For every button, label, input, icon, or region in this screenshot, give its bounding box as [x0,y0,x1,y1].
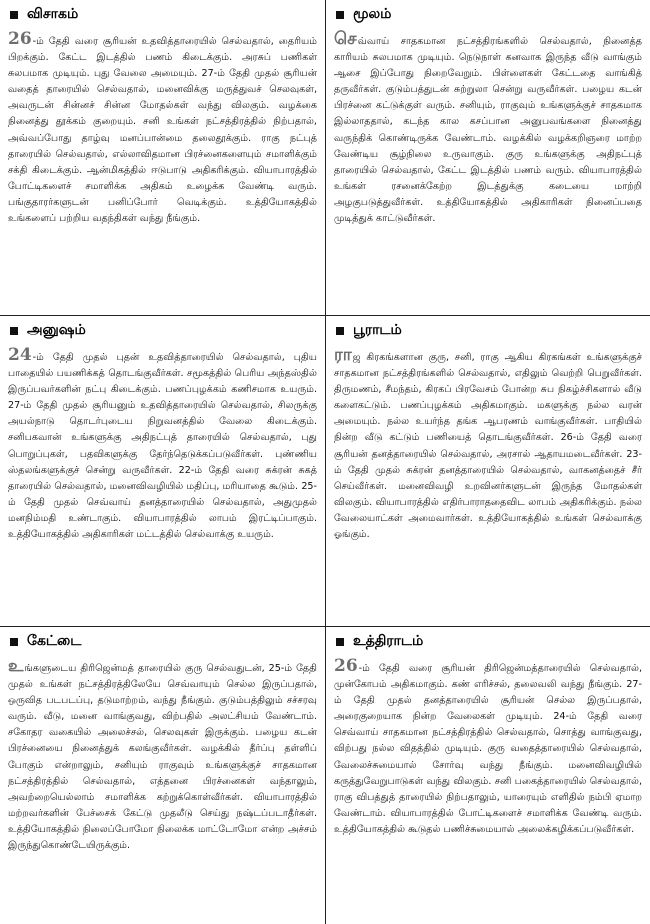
square-bullet-icon [10,638,18,646]
square-bullet-icon [10,11,18,19]
square-bullet-icon [10,327,18,335]
section-visakam [0,0,325,315]
section-text: ங்களுடைய திரிஜென்மத் தாரையில் குரு செல்வதுடன், 25-ம் தேதி முதல் உங்கள் நட்சத்திரத்திலேயே செவ்வாயும் செல்ல இருப்பதால், ஒருவித படபடப்பு, தடுமாற்றம், வந்து நீங்கும். குடும்பத்திலும் சச்சரவு வரும். வீடு, மனை வாங்குவது, விற்பதில் அலட்சியம் வேண்டாம். சகோதர வகையில் அலைச்சல், செலவுகள் இருக்கும். பழைய கடன் பிரச்னையை நினைத்துக் கலங்குவீர்கள். வழக்கில் தீர்ப்பு தள்ளிப் போகும் என்றாலும், சனியும் ராகுவும் உங்களுக்குச் சாதகமான நட்சத்திரத்தில் செல்வதால், எத்தனை பிரச்னைகள் வந்தாலும், அவற்றையெல்லாம் சமாளிக்க கற்றுக்கொள்வீர்கள். வியாபாரத்தில் மற்றவர்களின் பேச்சைக் கேட்டு முதலீடு செய்து நஷ்டப்படாதீர்கள். உத்தியோகத்தில் நிலைப்போமோ நிலைக்க மாட்டோமோ என்ற அச்சம் இருந்துகொண்டேயிருக்கும். [8,663,317,852]
section-header [336,322,402,340]
section-body [326,656,650,924]
section-header [10,633,81,651]
square-bullet-icon [336,11,344,19]
section-title: மூலம் [353,6,392,22]
square-bullet-icon [336,638,344,646]
section-title: உத்திராடம் [353,633,424,649]
section-body [0,345,325,626]
section-body [0,29,325,315]
section-body [326,345,650,626]
drop-lead: ரா [334,345,352,365]
drop-lead: 24 [8,345,32,365]
section-header [10,6,78,24]
section-title: அனுஷம் [27,322,86,338]
section-title: விசாகம் [27,6,79,22]
section-pooradam [326,316,650,626]
section-body [0,656,325,924]
section-header [336,633,423,651]
section-text: -ம் தேதி வரை சூரியன் திரிஜென்மத்தாரையில் செல்வதால், முன்கோபம் அதிகமாகும். கண் எரிச்சல், தலைவலி வந்து நீங்கும். 27-ம் தேதி முதல் தனத்தாரையில் சூரியன் செல்ல இருப்பதால், அரைகுறையாக நின்ற வேலைகள் முடியும். 24-ம் தேதி வரை செவ்வாய் சாதகமான நட்சத்திரத்தில் செல்வதால், சொத்து வாங்குவது, விற்பது நல்ல விதத்தில் முடியும். குரு வதைத்தாரையில் செல்வதால், வேலைச்சுமையால் சோர்வு வந்து நீங்கும். மனைவிவழியில் கருத்துவேறுபாடுகள் வந்து விலகும். சனி பகைத்தாரையில் செல்வதால், ராகு விபத்துத் தாரையில் நிற்பதாலும், யாரையும் எளிதில் நம்பி ஏமாற வேண்டாம். வியாபாரத்தில் போட்டிகளைச் சமாளிக்க வேண்டி வரும். உத்தியோகத்தில் கூடுதல் பணிச்சுமையால் அலைக்கழிக்கப்படுவீர்கள். [334,663,642,835]
section-header [336,6,391,24]
section-text: -ம் தேதி முதல் புதன் உதவித்தாரையில் செல்வதால், புதிய பாதையில் பயணிக்கத் தொடங்குவீர்கள். சமூகத்தில் பெரிய அந்தஸ்தில் இருப்பவர்களின் நட்பு கிடைக்கும். பணப்புழக்கம் கணிசமாக உயரும். 27-ம் தேதி முதல் சூரியனும் உதவித்தாரையில் செல்வதால், சிலருக்கு அயல்நாடு தொடர்புடைய நிறுவனத்தில் வேலை கிடைக்கும். சனிபகவான் உங்களுக்கு அதிநட்புத் தாரையில் செல்வதால், புது பொறுப்புகள், பதவிகளுக்கு தேர்ந்தெடுக்கப்படுவீர்கள். புண்ணிய ஸ்தலங்களுக்குச் சென்று வருவீர்கள். 22-ம் தேதி வரை சுக்ரன் சுகத் தாரையில் செல்வதால், மனைவிவழியில் மதிப்பு, மரியாதை கூடும். 25-ம் தேதி முதல் செவ்வாய் தனத்தாரையில் செல்வதால், அதுமுதல் மனநிம்மதி உண்டாகும். வியாபாரத்தில் லாபம் இரட்டிப்பாகும். உத்தியோகத்தில் அதிகாரிகள் மட்டத்தில் செல்வாக்கு உயரும். [8,352,317,541]
drop-lead: 26 [334,656,358,676]
section-body [326,29,650,315]
section-kettai [0,627,325,924]
square-bullet-icon [336,327,344,335]
drop-lead: செ [334,29,357,49]
section-text: ஜ கிரகங்களான குரு, சனி, ராகு ஆகிய கிரகங்கள் உங்களுக்குச் சாதகமான நட்சத்திரங்களில் செல்வதால், எதிலும் வெற்றி பெறுவீர்கள். திருமணம், சீமந்தம், கிரகப் பிரவேசம் போன்ற சுப நிகழ்ச்சிகளால் வீடு களைகட்டும். பணப்புழக்கம் அதிகமாகும். மகளுக்கு நல்ல வரன் அமையும். நல்ல உயர்ந்த தங்க ஆபரணம் வாங்குவீர்கள். பாதியில் நின்ற வீடு கட்டும் பணியைத் தொடங்குவீர்கள். 26-ம் தேதி வரை சூரியன் தனத்தாரையில் செல்வதால், அரசால் ஆதாயமடைவீர்கள். 23-ம் தேதி முதல் சுக்ரன் தனத்தாரையில் செல்வதால், வாகனத்தைச் சீர் செய்வீர்கள். மனைவிவழி உறவினர்களுடன் இருந்த மோதல்கள் விலகும். வியாபாரத்தில் எதிர்பாராததைவிட லாபம் அதிகரிக்கும். நல்ல வேலையாட்கள் அமைவார்கள். உத்தியோகத்தில் உங்கள் செல்வாக்கு ஓங்கும். [334,352,642,541]
section-uthiradam [326,627,650,924]
section-header [10,322,86,340]
section-title: பூராடம் [353,322,402,338]
section-moolam [326,0,650,315]
section-anusham [0,316,325,626]
section-text: வ்வாய் சாதகமான நட்சத்திரங்களில் செல்வதால், நினைத்த காரியம் சுலபமாக முடியும். நெடுநாள் கனவாக இருந்த வீடு வாங்கும் ஆசை இப்போது நிறைவேறும். பிள்ளைகள் கேட்டதை வாங்கித் தருவீர்கள். குடும்பத்துடன் சுற்றுலா சென்று வருவீர்கள். பழைய கடன் பிரச்னை கட்டுக்குள் வரும். சனியும், ராகுவும் உங்களுக்குச் சாதகமாக இல்லாததால், கடந்த கால கசப்பான அனுபவங்களை நினைத்து வருந்திக் கொண்டிருக்க வேண்டாம். வழக்கில் வழக்கறிஞரை மாற்ற வேண்டிய சூழ்நிலை உருவாகும். குரு உங்களுக்கு அதிநட்புத் தாரையில் செல்வதால், கேட்ட இடத்தில் பணம் வரும். வியாபாரத்தில் உங்கள் ரசனைக்கேற்ற இடத்துக்கு கடையை மாற்றி அழகுபடுத்துவீர்கள். உத்தியோகத்தில் அதிகாரிகள் நினைப்பதை முடித்துக் காட்டுவீர்கள். [334,36,642,225]
drop-lead: உ [8,656,24,676]
drop-lead: 26 [8,29,32,49]
section-title: கேட்டை [27,633,82,649]
section-text: -ம் தேதி வரை சூரியன் உதவித்தாரையில் செல்வதால், தைரியம் பிறக்கும். கேட்ட இடத்தில் பணம் கிடைக்கும். அரசுப் பணிகள் சுலபமாக முடியும். புது வேலை அமையும். 27-ம் தேதி முதல் சூரியன் வதைத் தாரையில் செல்வதால், மனைவிக்கு மருத்துவச் செலவுகள், அவருடன் சின்னச் சின்ன மோதல்கள் வந்து விலகும். வழக்கை நினைத்து தூக்கம் குறையும். சனி உங்கள் நட்சத்திரத்தில் நிற்பதால், அவ்வப்போது தாழ்வு மனப்பான்மை தலைதூக்கும். ராகு நட்புத் தாரையில் செல்வதால், எல்லாவிதமான பிரச்னைகளையும் சமாளிக்கும் சக்தி கிடைக்கும். ஆன்மிகத்தில் ஈடுபாடு அதிகரிக்கும். வியாபாரத்தில் போட்டிகளைச் சமாளிக்க அதிகம் உழைக்க வேண்டி வரும். பங்குதாரர்களுடன் பனிப்போர் வெடிக்கும். உத்தியோகத்தில் உங்களைப் பற்றிய வதந்திகள் வந்து நீங்கும். [8,36,317,225]
